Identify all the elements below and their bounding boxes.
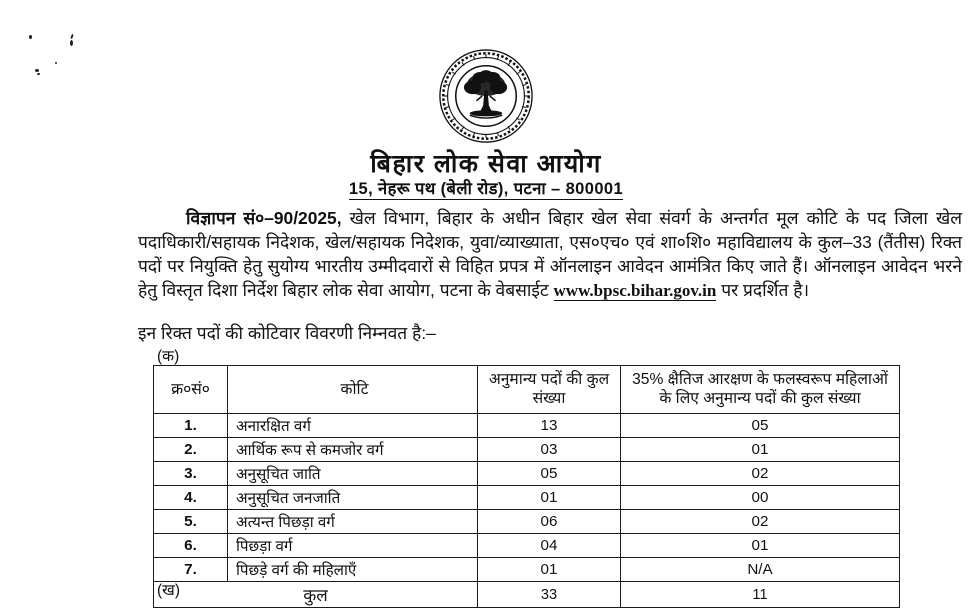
column-header-serial-number: क्र०सं०: [154, 366, 228, 414]
cell-women-posts: N/A: [621, 558, 900, 582]
bpsc-seal-icon: [438, 48, 534, 144]
cell-total-posts: 03: [478, 438, 621, 462]
cell-women-posts: 02: [621, 510, 900, 534]
table-row: [154, 438, 900, 462]
table-row: [154, 486, 900, 510]
cell-serial-number: 7.: [154, 558, 228, 582]
cell-category: अनारक्षित वर्ग: [228, 414, 478, 438]
scan-artifact-speck: [70, 34, 74, 39]
vacancy-category-table: [153, 365, 900, 608]
cell-total-posts: 05: [478, 462, 621, 486]
organization-address: [0, 176, 972, 199]
column-header-total-posts: अनुमान्य पदों की कुल संख्या: [478, 366, 621, 414]
cell-category: पिछड़े वर्ग की महिलाएँ: [228, 558, 478, 582]
cell-category: अनुसूचित जाति: [228, 462, 478, 486]
cell-women-posts-sum: 11: [621, 582, 900, 608]
table-row: [154, 558, 900, 582]
category-intro-text: इन रिक्त पदों की कोटिवार विवरणी निम्नवत है:–: [138, 323, 436, 343]
table-row: [154, 462, 900, 486]
column-header-category: कोटि: [228, 366, 478, 414]
cell-total-posts: 13: [478, 414, 621, 438]
table-row: [154, 414, 900, 438]
cell-serial-number: 1.: [154, 414, 228, 438]
table-row: [154, 534, 900, 558]
cell-category: पिछड़ा वर्ग: [228, 534, 478, 558]
table-total-row: [154, 582, 900, 608]
bpsc-website-link[interactable]: www.bpsc.bihar.gov.in: [553, 281, 717, 300]
cell-total-posts: 01: [478, 558, 621, 582]
cell-serial-number: 5.: [154, 510, 228, 534]
table-header: [154, 366, 900, 414]
table-body: [154, 414, 900, 608]
cell-total-posts: 04: [478, 534, 621, 558]
scan-artifact-speck: [70, 40, 73, 46]
column-header-women-posts: 35% क्षैतिज आरक्षण के फलस्वरूप महिलाओं के लिए अनुमान्य पदों की कुल संख्या: [621, 366, 900, 414]
cell-category: अत्यन्त पिछड़ा वर्ग: [228, 510, 478, 534]
cell-women-posts: 05: [621, 414, 900, 438]
advertisement-number: विज्ञापन सं०–90/2025,: [186, 208, 342, 228]
cell-category: अनुसूचित जनजाति: [228, 486, 478, 510]
cell-serial-number: 2.: [154, 438, 228, 462]
organization-title: बिहार लोक सेवा आयोग: [370, 150, 602, 178]
organization-address-text: 15, नेहरू पथ (बेली रोड), पटना – 800001: [348, 180, 624, 198]
cell-women-posts: 01: [621, 534, 900, 558]
cell-total-label: कुल: [154, 582, 478, 608]
notice-body-paragraph: [138, 206, 962, 303]
cell-total-posts: 01: [478, 486, 621, 510]
cell-women-posts: 02: [621, 462, 900, 486]
section-label-ka: (क): [157, 348, 180, 365]
cell-serial-number: 3.: [154, 462, 228, 486]
table-row: [154, 510, 900, 534]
notice-body-text-tail: पर प्रदर्शित है।: [716, 280, 810, 300]
section-label-kha: (ख): [157, 582, 181, 599]
cell-serial-number: 4.: [154, 486, 228, 510]
emblem-container: [0, 48, 972, 144]
cell-total-posts-sum: 33: [478, 582, 621, 608]
scan-artifact-speck: [29, 35, 32, 39]
cell-total-posts: 06: [478, 510, 621, 534]
cell-women-posts: 01: [621, 438, 900, 462]
notice-body-text: खेल विभाग, बिहार के अधीन बिहार खेल सेवा संवर्ग के अन्तर्गत मूल कोटि के पद जिला खेल पदाधिकारी/सहायक निदेशक, खेल/सहायक निदेशक, युवा/व्याख्याता, एस०एच० एवं शा०शि० महाविद्यालय के कुल–33 (तैंतीस) रिक्त पदों पर नियुक्ति हेतु सुयोग्य भारतीय उम्मीदवारों से विहित प्रपत्र में ऑनलाइन आवेदन आमंत्रित किए जाते हैं। ऑनलाइन आवेदन भरने हेतु विस्तृत दिशा निर्देश बिहार लोक सेवा आयोग, पटना के वेबसाईट: [138, 208, 962, 300]
cell-category: आर्थिक रूप से कमजोर वर्ग: [228, 438, 478, 462]
table-header-row: [154, 366, 900, 414]
cell-serial-number: 6.: [154, 534, 228, 558]
cell-women-posts: 00: [621, 486, 900, 510]
